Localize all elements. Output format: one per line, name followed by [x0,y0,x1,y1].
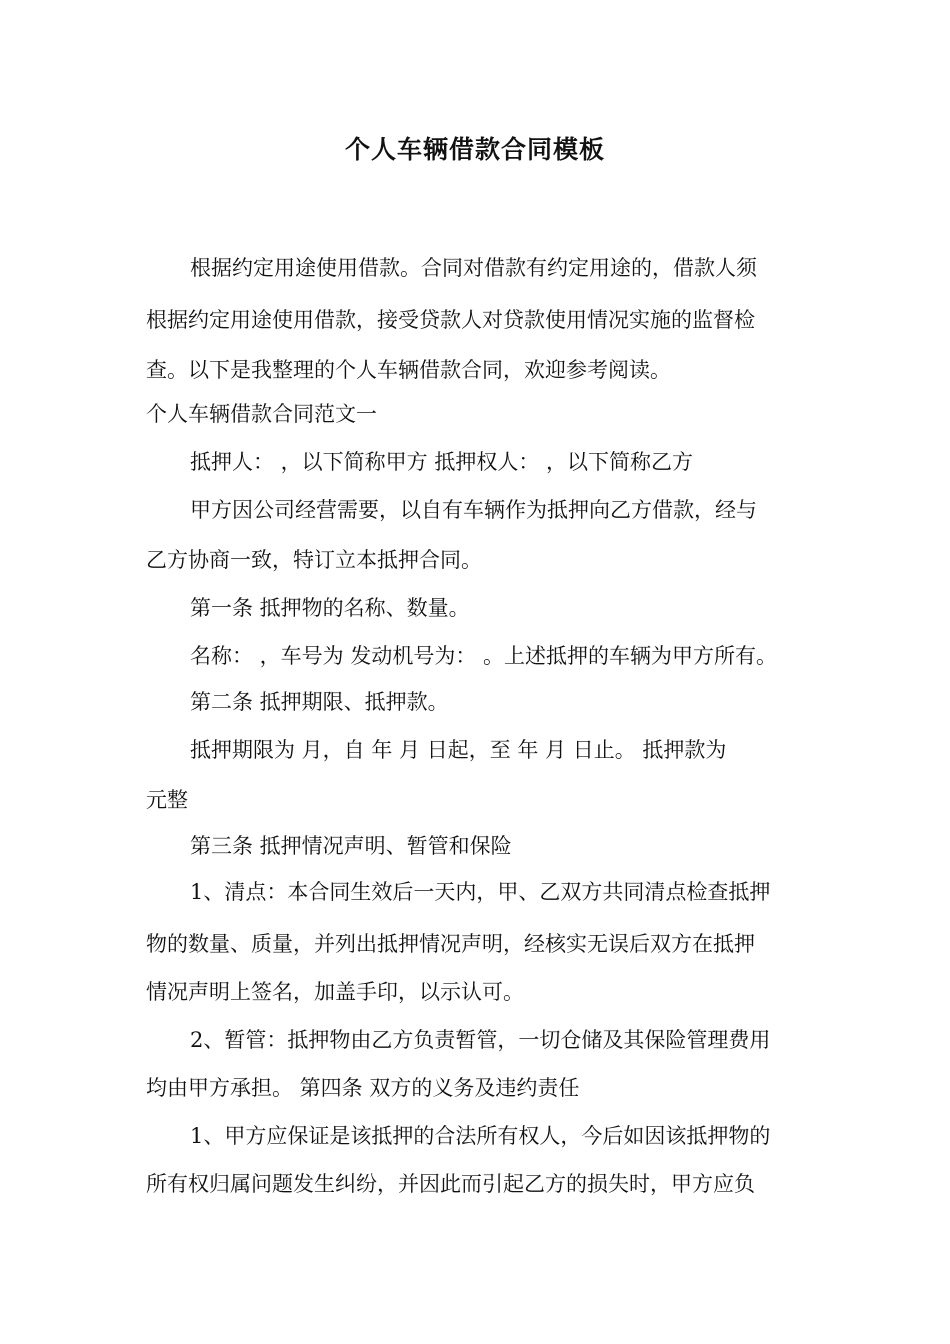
paragraph-line: 名称： ，车号为 发动机号为： 。上述抵押的车辆为甲方所有。 [190,644,778,668]
paragraph-line: 均由甲方承担。 第四条 双方的义务及违约责任 [146,1076,580,1100]
clause-heading: 第二条 抵押期限、抵押款。 [190,690,449,714]
paragraph-line: 元整 [146,788,188,812]
paragraph-line: 抵押期限为 月，自 年 月 日起，至 年 月 日止。 抵押款为 [190,738,727,762]
paragraph-line: 所有权归属问题发生纠纷，并因此而引起乙方的损失时，甲方应负 [146,1172,755,1196]
section-heading: 个人车辆借款合同范文一 [146,402,377,426]
paragraph-line: 查。以下是我整理的个人车辆借款合同，欢迎参考阅读。 [146,358,671,382]
paragraph-line: 乙方协商一致，特订立本抵押合同。 [146,548,482,572]
paragraph-line: 物的数量、质量，并列出抵押情况声明，经核实无误后双方在抵押 [146,932,755,956]
paragraph-line: 根据约定用途使用借款，接受贷款人对贷款使用情况实施的监督检 [146,308,755,332]
paragraph-line: 1、清点：本合同生效后一天内，甲、乙双方共同清点检查抵押 [190,880,771,904]
clause-heading: 第三条 抵押情况声明、暂管和保险 [190,834,512,858]
paragraph-line: 2、暂管：抵押物由乙方负责暂管，一切仓储及其保险管理费用 [190,1028,771,1052]
paragraph-line: 根据约定用途使用借款。合同对借款有约定用途的，借款人须 [190,256,757,280]
document-title: 个人车辆借款合同模板 [344,135,605,164]
paragraph-line: 甲方因公司经营需要，以自有车辆作为抵押向乙方借款，经与 [190,498,757,522]
clause-heading: 第一条 抵押物的名称、数量。 [190,596,470,620]
paragraph-line: 1、甲方应保证是该抵押的合法所有权人，今后如因该抵押物的 [190,1124,771,1148]
paragraph-line: 抵押人： ，以下简称甲方 抵押权人： ，以下简称乙方 [190,450,694,474]
paragraph-line: 情况声明上签名，加盖手印，以示认可。 [146,980,524,1004]
